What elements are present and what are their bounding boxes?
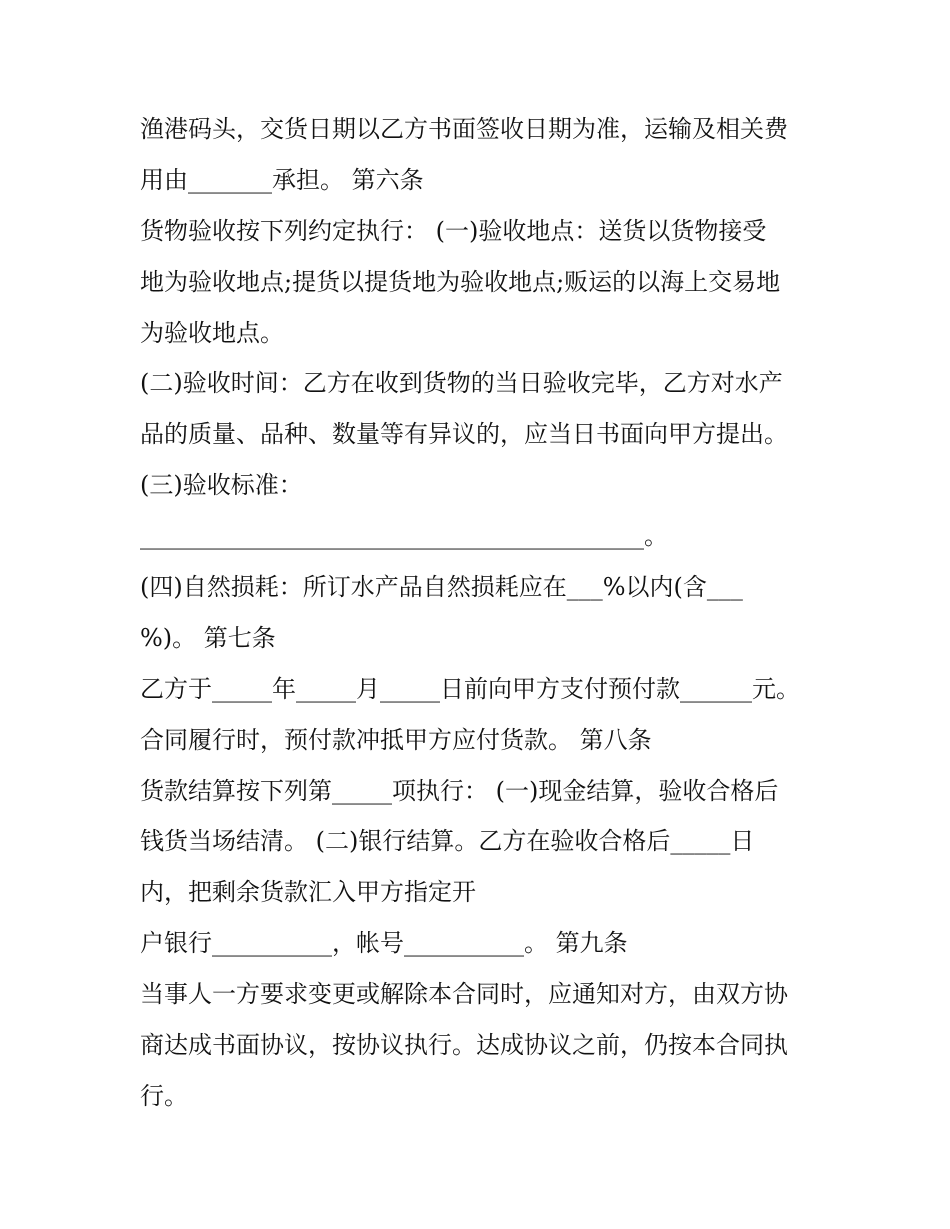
- text-line: 用由_______承担。 第六条: [140, 165, 424, 194]
- text-line: 为验收地点。: [140, 318, 284, 347]
- contract-body: [140, 104, 820, 1122]
- text-line: 钱货当场结清。 (二)银行结算。乙方在验收合格后_____日: [140, 827, 755, 856]
- text-line: (四)自然损耗：所订水产品自然损耗应在___%以内(含___: [140, 573, 743, 602]
- text-line: 合同履行时，预付款冲抵甲方应付货款。 第八条: [140, 725, 652, 754]
- text-line: 地为验收地点;提货以提货地为验收地点;贩运的以海上交易地: [140, 267, 781, 296]
- text-line: %)。 第七条: [140, 623, 276, 652]
- text-line: 渔港码头，交货日期以乙方书面签收日期为准，运输及相关费: [140, 115, 788, 143]
- text-line: 品的质量、品种、数量等有异议的，应当日书面向甲方提出。: [140, 420, 788, 449]
- text-line: (二)验收时间：乙方在收到货物的当日验收完毕，乙方对水产: [140, 369, 783, 398]
- text-line: 商达成书面协议，按协议执行。达成协议之前，仍按本合同执: [140, 1031, 788, 1060]
- text-line: 货款结算按下列第_____项执行： (一)现金结算，验收合格后: [140, 776, 779, 805]
- text-line: 当事人一方要求变更或解除本合同时，应通知对方，由双方协: [140, 980, 788, 1009]
- text-line: 乙方于_____年_____月_____日前向甲方支付预付款______元。: [140, 674, 800, 703]
- text-line: 户银行__________，帐号__________。 第九条: [140, 929, 628, 958]
- text-line: 内，把剩余货款汇入甲方指定开: [140, 878, 476, 907]
- text-line: (三)验收标准：: [140, 471, 303, 500]
- text-line: 行。: [140, 1081, 188, 1110]
- text-line: __________________________________________。: [140, 522, 668, 551]
- text-line: 货物验收按下列约定执行： (一)验收地点：送货以货物接受: [140, 216, 767, 245]
